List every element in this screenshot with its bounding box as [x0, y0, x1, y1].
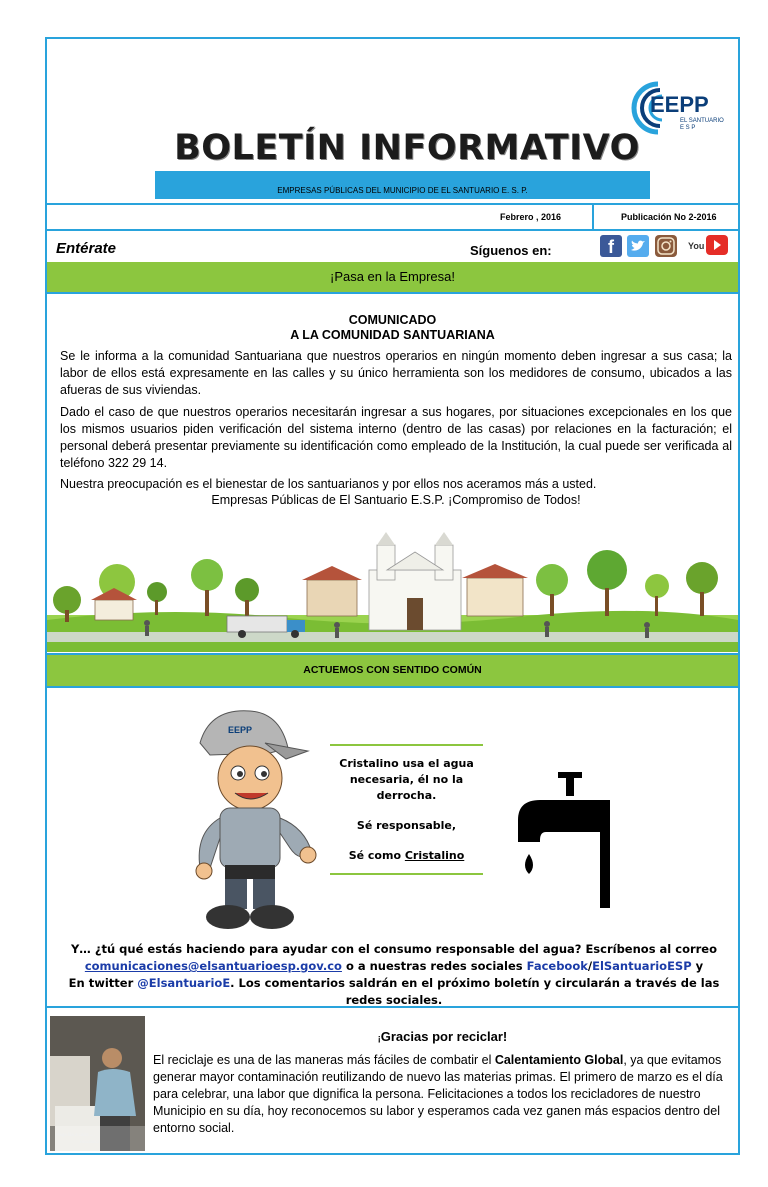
town-illustration: [47, 520, 738, 652]
bubble-top-line: [330, 744, 483, 746]
email-link[interactable]: comunicaciones@elsantuarioesp.gov.co: [84, 959, 342, 973]
recycler-photo: [50, 1016, 145, 1151]
subtitle: EMPRESAS PÚBLICAS DEL MUNICIPIO DE EL SANTUARIO E. S. P.: [277, 186, 528, 195]
bubble-bottom-line: [330, 873, 483, 875]
notice-signature: Empresas Públicas de El Santuario E.S.P. ¡Compromiso de Todos!: [211, 493, 581, 507]
facebook-handle-link[interactable]: ElSantuarioESP: [592, 959, 692, 973]
bubble-line: Sé como Cristalino: [348, 849, 465, 862]
divider: [592, 203, 594, 231]
notice-heading: COMUNICADO: [348, 313, 437, 327]
instagram-icon[interactable]: [655, 235, 677, 257]
logo-text: EEPP: [650, 92, 709, 117]
call-to-action: Y… ¿tú qué estás haciendo para ayudar con el consumo responsable del agua? Escríbenos al correo comunicaciones@elsantuarioesp.gov.co o a nuestras redes sociales Facebook/ElSantuarioESP y En twitter @ElsantuarioE. Los comentarios saldrán en el próximo boletín y circularán a través de las redes sociales.: [68, 942, 720, 1007]
bubble-line: Cristalino usa el agua: [339, 757, 474, 770]
section-title: ¡Pasa en la Empresa!: [329, 269, 455, 284]
section-title: ACTUEMOS CON SENTIDO COMÚN: [303, 664, 482, 676]
cap-logo: EEPP: [228, 725, 253, 735]
bubble-line: Sé responsable,: [356, 819, 457, 832]
divider: [45, 686, 740, 688]
issue-date: Febrero , 2016: [500, 212, 562, 222]
divider: [45, 203, 740, 205]
twitter-icon[interactable]: [627, 235, 649, 257]
cristalino-mascot: [180, 703, 320, 938]
bubble-line: necesaria, él no la: [349, 773, 464, 786]
enterate-label: Entérate: [56, 240, 117, 257]
divider: [45, 292, 740, 294]
follow-label: Síguenos en:: [470, 243, 552, 258]
eepp-logo: [630, 78, 730, 138]
faucet-illustration: [510, 770, 630, 910]
notice-paragraph: Dado el caso de que nuestros operarios necesitarán ingresar a sus hogares, por situaciones excepcionales en los que los mismos usuarios piden verificación del sistema interno (dentro de las casas) por relaciones en la facturación; el personal deberá presentar previamente su identificación como empleado de la Institución, la cual puede ser verificada al teléfono 322 29 14.: [60, 405, 732, 470]
bubble-line: derrocha.: [376, 789, 437, 802]
notice-paragraph: Nuestra preocupación es el bienestar de los santuarianos y por ellos nos aceramos más a usted.: [60, 477, 597, 491]
twitter-link[interactable]: @ElsantuarioE: [137, 976, 231, 990]
photo-caption: Haga fila a cada ....: [56, 1132, 95, 1137]
facebook-link[interactable]: Facebook: [526, 959, 588, 973]
logo-subtext: EL SANTUARIO E S P: [680, 118, 724, 131]
photo-caption: reciclador: [80, 1139, 100, 1144]
facebook-icon[interactable]: f: [600, 235, 622, 257]
notice-subheading: A LA COMUNIDAD SANTUARIANA: [290, 328, 495, 342]
page-title: BOLETÍN INFORMATIVO: [174, 128, 640, 168]
recycling-title: ¡Gracias por reciclar!: [377, 1029, 508, 1044]
divider: [45, 229, 740, 231]
youtube-icon[interactable]: You: [688, 235, 730, 257]
notice-paragraph: Se le informa a la comunidad Santuariana que nuestros operarios en ningún momento deben ingresar a sus casa; la labor de ellos está expresamente en las calles y su único herramienta son los medidores de consumo, ubicados a las afueras de sus viviendas.: [60, 349, 732, 397]
publication-number: Publicación No 2-2016: [621, 212, 717, 222]
recycling-paragraph: El reciclaje es una de las maneras más fáciles de combatir el Calentamiento Global, ya que evitamos generar mayor contaminación reutilizando de nuevo las materias primas. El primero de marzo es el día para celebrar, una labor que dignifica la persona. Felicitaciones a todos los recicladores de nuestro Municipio en su día, hoy reconocemos su labor y esperamos cada vez ganen más espacios dentro del entorno social.: [153, 1053, 723, 1135]
